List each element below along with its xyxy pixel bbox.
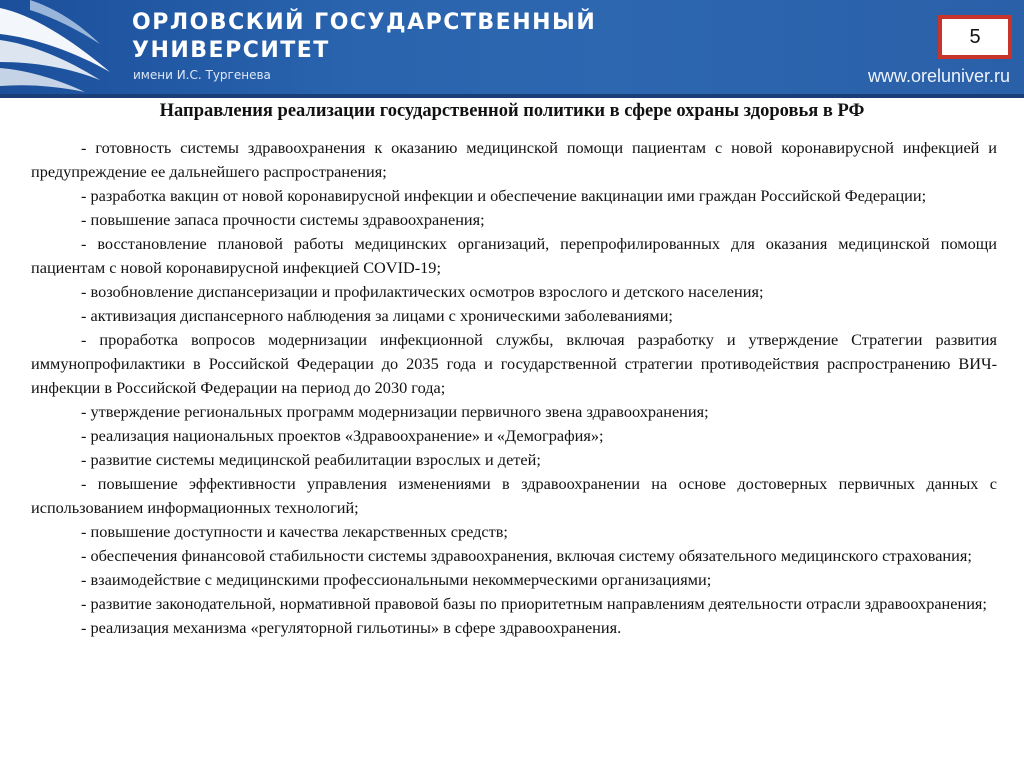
list-item: - реализация национальных проектов «Здравоохранение» и «Демография»; [81, 426, 604, 445]
list-item: - восстановление плановой работы медицинских организаций, перепрофилированных для оказания медицинской помощи пациентам с новой коронавирусной инфекцией COVID-19; [31, 234, 997, 277]
list-item: - реализация механизма «регуляторной гильотины» в сфере здравоохранения. [81, 618, 622, 637]
policy-directions-list [31, 136, 997, 640]
list-item: - готовность системы здравоохранения к оказанию медицинской помощи пациентам с новой коронавирусной инфекцией и предупреждение ее дальнейшего распространения; [31, 138, 997, 181]
list-item: - повышение доступности и качества лекарственных средств; [81, 522, 508, 541]
bird-wing-logo-icon [0, 0, 120, 98]
slide-header [0, 0, 1024, 98]
list-item: - утверждение региональных программ модернизации первичного звена здравоохранения; [81, 402, 709, 421]
list-item: - развитие системы медицинской реабилитации взрослых и детей; [81, 450, 541, 469]
university-subtitle: имени И.С. Тургенева [133, 68, 271, 82]
site-url[interactable]: www.oreluniver.ru [867, 66, 1010, 86]
list-item: - развитие законодательной, нормативной правовой базы по приоритетным направлениям деятельности отрасли здравоохранения; [81, 594, 987, 613]
list-item: - взаимодействие с медицинскими профессиональными некоммерческими организациями; [81, 570, 712, 589]
page-number-badge [938, 15, 1012, 59]
page-number: 5 [942, 19, 1008, 55]
header-divider [0, 94, 1024, 98]
list-item: - повышение эффективности управления изменениями в здравоохранении на основе достоверных первичных данных с использованием информационных технологий; [31, 474, 997, 517]
university-name-line1: ОРЛОВСКИЙ ГОСУДАРСТВЕННЫЙ [132, 10, 597, 35]
list-item: - разработка вакцин от новой коронавирусной инфекции и обеспечение вакцинации ими граждан Российской Федерации; [81, 186, 927, 205]
list-item: - повышение запаса прочности системы здравоохранения; [81, 210, 485, 229]
list-item: - обеспечения финансовой стабильности системы здравоохранения, включая систему обязательного медицинского страхования; [81, 546, 972, 565]
slide-title: Направления реализации государственной политики в сфере охраны здоровья в РФ [159, 101, 865, 121]
list-item: - проработка вопросов модернизации инфекционной службы, включая разработку и утверждение Стратегии развития иммунопрофилактики в Российской Федерации до 2035 года и государственной стратегии противодействия распространению ВИЧ-инфекции в Российской Федерации на период до 2030 года; [31, 330, 997, 397]
list-item: - возобновление диспансеризации и профилактических осмотров взрослого и детского населения; [81, 282, 764, 301]
university-name-line2: УНИВЕРСИТЕТ [132, 38, 330, 63]
list-item: - активизация диспансерного наблюдения за лицами с хроническими заболеваниями; [81, 306, 673, 325]
